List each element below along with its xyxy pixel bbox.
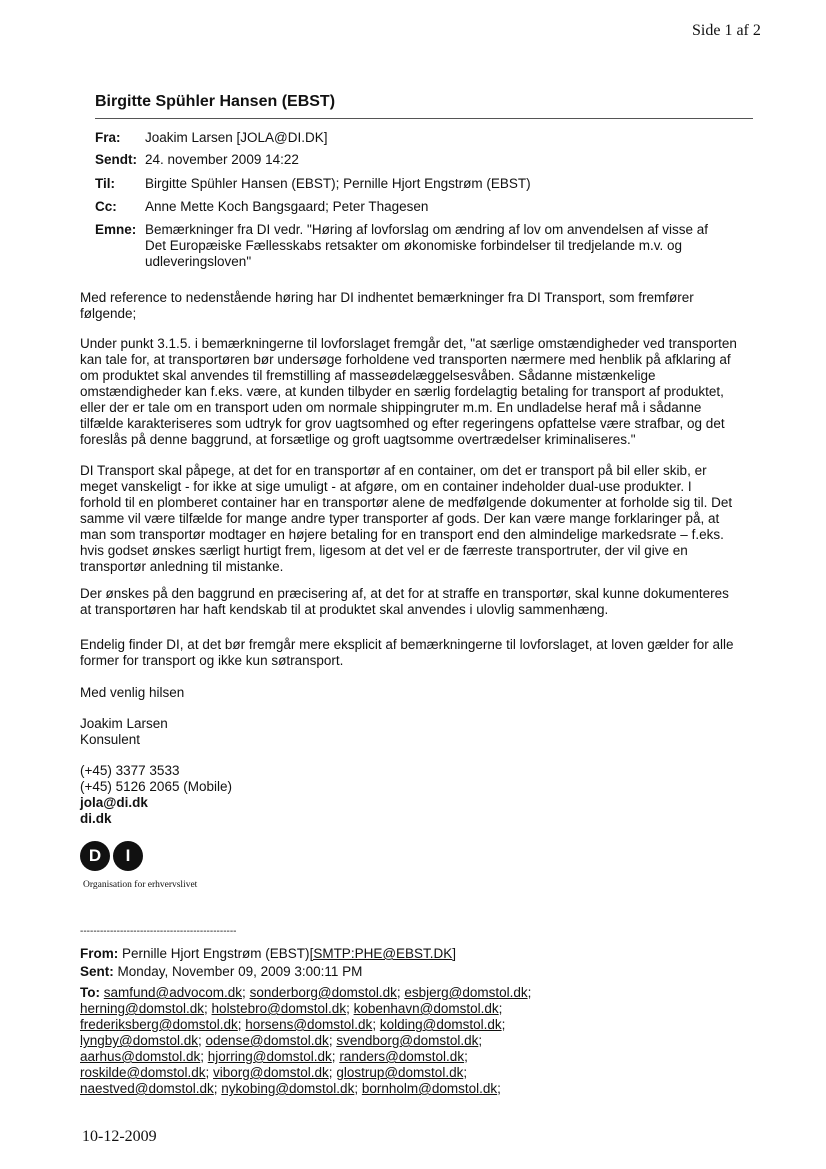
- subject-value: [145, 222, 765, 270]
- paragraph-intro: [80, 290, 770, 322]
- recipient-link[interactable]: randers@domstol.dk: [339, 1049, 465, 1064]
- header-divider: [95, 118, 753, 119]
- recipient-link[interactable]: holstebro@domstol.dk: [211, 1001, 347, 1016]
- recipient-line: lyngby@domstol.dk; odense@domstol.dk; svendborg@domstol.dk;: [80, 1033, 483, 1048]
- recipient-link[interactable]: esbjerg@domstol.dk: [404, 985, 528, 1000]
- logo-letter-d: D: [80, 841, 110, 871]
- text-line: DI Transport skal påpege, at det for en transportør af en container, om det er transport på bil eller skib, er: [80, 463, 707, 478]
- to-label: Til:: [95, 176, 115, 191]
- text-line: hvis godset ønskes særligt hurtigt frem, ligesom at det vel er de færreste transportruter, der vil give en: [80, 543, 688, 558]
- text-line: omstændigheder kan f.eks. være, at kunden tilbyder en særlig fordelagtig betaling for transport af produktet,: [80, 384, 724, 399]
- text-line: man som transportør modtager en højere betaling for en transport end den almindelige markedsrate – f.eks.: [80, 527, 724, 542]
- recipient-link[interactable]: samfund@advocom.dk: [103, 985, 243, 1000]
- paragraph-final: [80, 637, 770, 669]
- forward-from-label: From:: [80, 946, 119, 961]
- forward-sent-value: Monday, November 09, 2009 3:00:11 PM: [117, 964, 363, 979]
- forward-to-list: [80, 985, 780, 1097]
- forward-to-label: To:: [80, 985, 100, 1000]
- from-label: Fra:: [95, 130, 121, 145]
- signature-mobile: (+45) 5126 2065 (Mobile): [80, 779, 232, 794]
- footer-date: 10-12-2009: [82, 1128, 157, 1145]
- closing: Med venlig hilsen: [80, 685, 185, 700]
- text-line: samme vil være tilfælde for mange andre typer transporter af gods. Der kan være mange forklaringer på, at: [80, 511, 720, 526]
- forward-from-address[interactable]: [SMTP:PHE@EBST.DK]: [309, 946, 457, 961]
- text-line: følgende;: [80, 306, 137, 321]
- recipient-link[interactable]: viborg@domstol.dk: [213, 1065, 329, 1080]
- recipient-link[interactable]: horsens@domstol.dk: [245, 1017, 373, 1032]
- subject-line: udleveringsloven": [145, 254, 252, 269]
- text-line: Med reference to nedenstående høring har DI indhentet bemærkninger fra DI Transport, som fremfører: [80, 290, 694, 305]
- text-line: tilfælde karakteriseres som udtryk for grov uagtsomhed og efter regeringens opfattelse være strafbar, og det: [80, 416, 725, 431]
- signature-phone: (+45) 3377 3533: [80, 763, 180, 778]
- recipient-line: frederiksberg@domstol.dk; horsens@domstol.dk; kolding@domstol.dk;: [80, 1017, 506, 1032]
- paragraph-di-transport: [80, 463, 770, 575]
- recipient-link[interactable]: bornholm@domstol.dk: [361, 1081, 498, 1096]
- subject-line: Bemærkninger fra DI vedr. "Høring af lovforslag om ændring af lov om anvendelsen af visse af: [145, 222, 709, 237]
- text-line: foreslås på denne baggrund, at forsætlige og groft uagtsomme overtrædelser kriminaliseres.": [80, 432, 636, 447]
- to-value: Birgitte Spühler Hansen (EBST); Pernille Hjort Engstrøm (EBST): [145, 176, 531, 191]
- recipient-link[interactable]: lyngby@domstol.dk: [80, 1033, 199, 1048]
- recipient-link[interactable]: kobenhavn@domstol.dk: [353, 1001, 499, 1016]
- recipient-link[interactable]: odense@domstol.dk: [205, 1033, 329, 1048]
- recipient-link[interactable]: roskilde@domstol.dk: [80, 1065, 206, 1080]
- recipient-link[interactable]: aarhus@domstol.dk: [80, 1049, 201, 1064]
- recipient-link[interactable]: svendborg@domstol.dk: [336, 1033, 479, 1048]
- forward-from: [80, 946, 770, 962]
- forward-sent-label: Sent:: [80, 964, 114, 979]
- logo-tagline: Organisation for erhvervslivet: [83, 880, 198, 890]
- recipient-link[interactable]: nykobing@domstol.dk: [221, 1081, 355, 1096]
- signature-title: Konsulent: [80, 732, 141, 747]
- sent-label: Sendt:: [95, 152, 137, 167]
- recipient-line: herning@domstol.dk; holstebro@domstol.dk; kobenhavn@domstol.dk;: [80, 1001, 503, 1016]
- signature-email[interactable]: jola@di.dk: [80, 795, 148, 810]
- signature-web[interactable]: di.dk: [80, 811, 112, 826]
- recipient-link[interactable]: herning@domstol.dk: [80, 1001, 205, 1016]
- recipient-link[interactable]: hjorring@domstol.dk: [207, 1049, 332, 1064]
- cc-value: Anne Mette Koch Bangsgaard; Peter Thagesen: [145, 199, 429, 214]
- text-line: Under punkt 3.1.5. i bemærkningerne til lovforslaget fremgår det, "at særlige omstændigheder ved transporten: [80, 336, 737, 351]
- logo-letter-i: I: [113, 841, 143, 871]
- recipient-link[interactable]: naestved@domstol.dk: [80, 1081, 214, 1096]
- signature-name: Joakim Larsen: [80, 716, 168, 731]
- text-line: kan tale for, at transportøren bør undersøge forholdene ved transporten nærmere med henblik på afklaring af: [80, 352, 731, 367]
- recipient-line: naestved@domstol.dk; nykobing@domstol.dk; bornholm@domstol.dk;: [80, 1081, 501, 1096]
- sent-value: 24. november 2009 14:22: [145, 152, 299, 167]
- text-line: Endelig finder DI, at det bør fremgår mere eksplicit af bemærkningerne til lovforslaget, at loven gælder for alle: [80, 637, 734, 652]
- forward-sent: [80, 964, 770, 980]
- recipient-link[interactable]: sonderborg@domstol.dk: [249, 985, 397, 1000]
- text-line: meget vanskeligt - for ikke at sige umuligt - at afgøre, om en container indeholder dual-use produkter. I: [80, 479, 692, 494]
- from-value: Joakim Larsen [JOLA@DI.DK]: [145, 130, 328, 145]
- recipient-line: aarhus@domstol.dk; hjorring@domstol.dk; randers@domstol.dk;: [80, 1049, 468, 1064]
- paragraph-quote: [80, 336, 770, 448]
- recipient-link[interactable]: frederiksberg@domstol.dk: [80, 1017, 238, 1032]
- cc-label: Cc:: [95, 199, 117, 214]
- subject-label: Emne:: [95, 222, 137, 237]
- text-line: om produktet skal anvendes til fremstilling af masseødelæggelsesvåben. Sådanne mistænkelige: [80, 368, 656, 383]
- recipient-line: roskilde@domstol.dk; viborg@domstol.dk; glostrup@domstol.dk;: [80, 1065, 468, 1080]
- recipient-link[interactable]: glostrup@domstol.dk: [336, 1065, 464, 1080]
- subject-line: Det Europæiske Fællesskabs retsakter om økonomiske forbindelser til tredjelande m.v. og: [145, 238, 682, 253]
- text-line: eller der er tale om en transport uden om normale shippingruter m.m. En undladelse heraf må i sådanne: [80, 400, 702, 415]
- author-name: Birgitte Spühler Hansen (EBST): [95, 93, 336, 110]
- paragraph-precision: [80, 586, 770, 618]
- recipient-line: To: samfund@advocom.dk; sonderborg@domstol.dk; esbjerg@domstol.dk;: [80, 985, 532, 1000]
- text-line: Der ønskes på den baggrund en præcisering af, at det for at straffe en transportør, skal kunne dokumenteres: [80, 586, 729, 601]
- text-line: transportør anledning til mistanke.: [80, 559, 284, 574]
- forward-separator: -----------------------------------------------: [80, 926, 237, 937]
- forward-from-name: Pernille Hjort Engstrøm (EBST): [122, 946, 310, 961]
- text-line: forhold til en plomberet container har en transportør alene de medfølgende dokumenter at forholde sig til. Det: [80, 495, 733, 510]
- recipient-link[interactable]: kolding@domstol.dk: [379, 1017, 502, 1032]
- page-number: Side 1 af 2: [692, 22, 761, 39]
- text-line: at transportøren har haft kendskab til at produktet skal anvendes i ulovlig sammenhæng.: [80, 602, 609, 617]
- text-line: former for transport og ikke kun søtransport.: [80, 653, 344, 668]
